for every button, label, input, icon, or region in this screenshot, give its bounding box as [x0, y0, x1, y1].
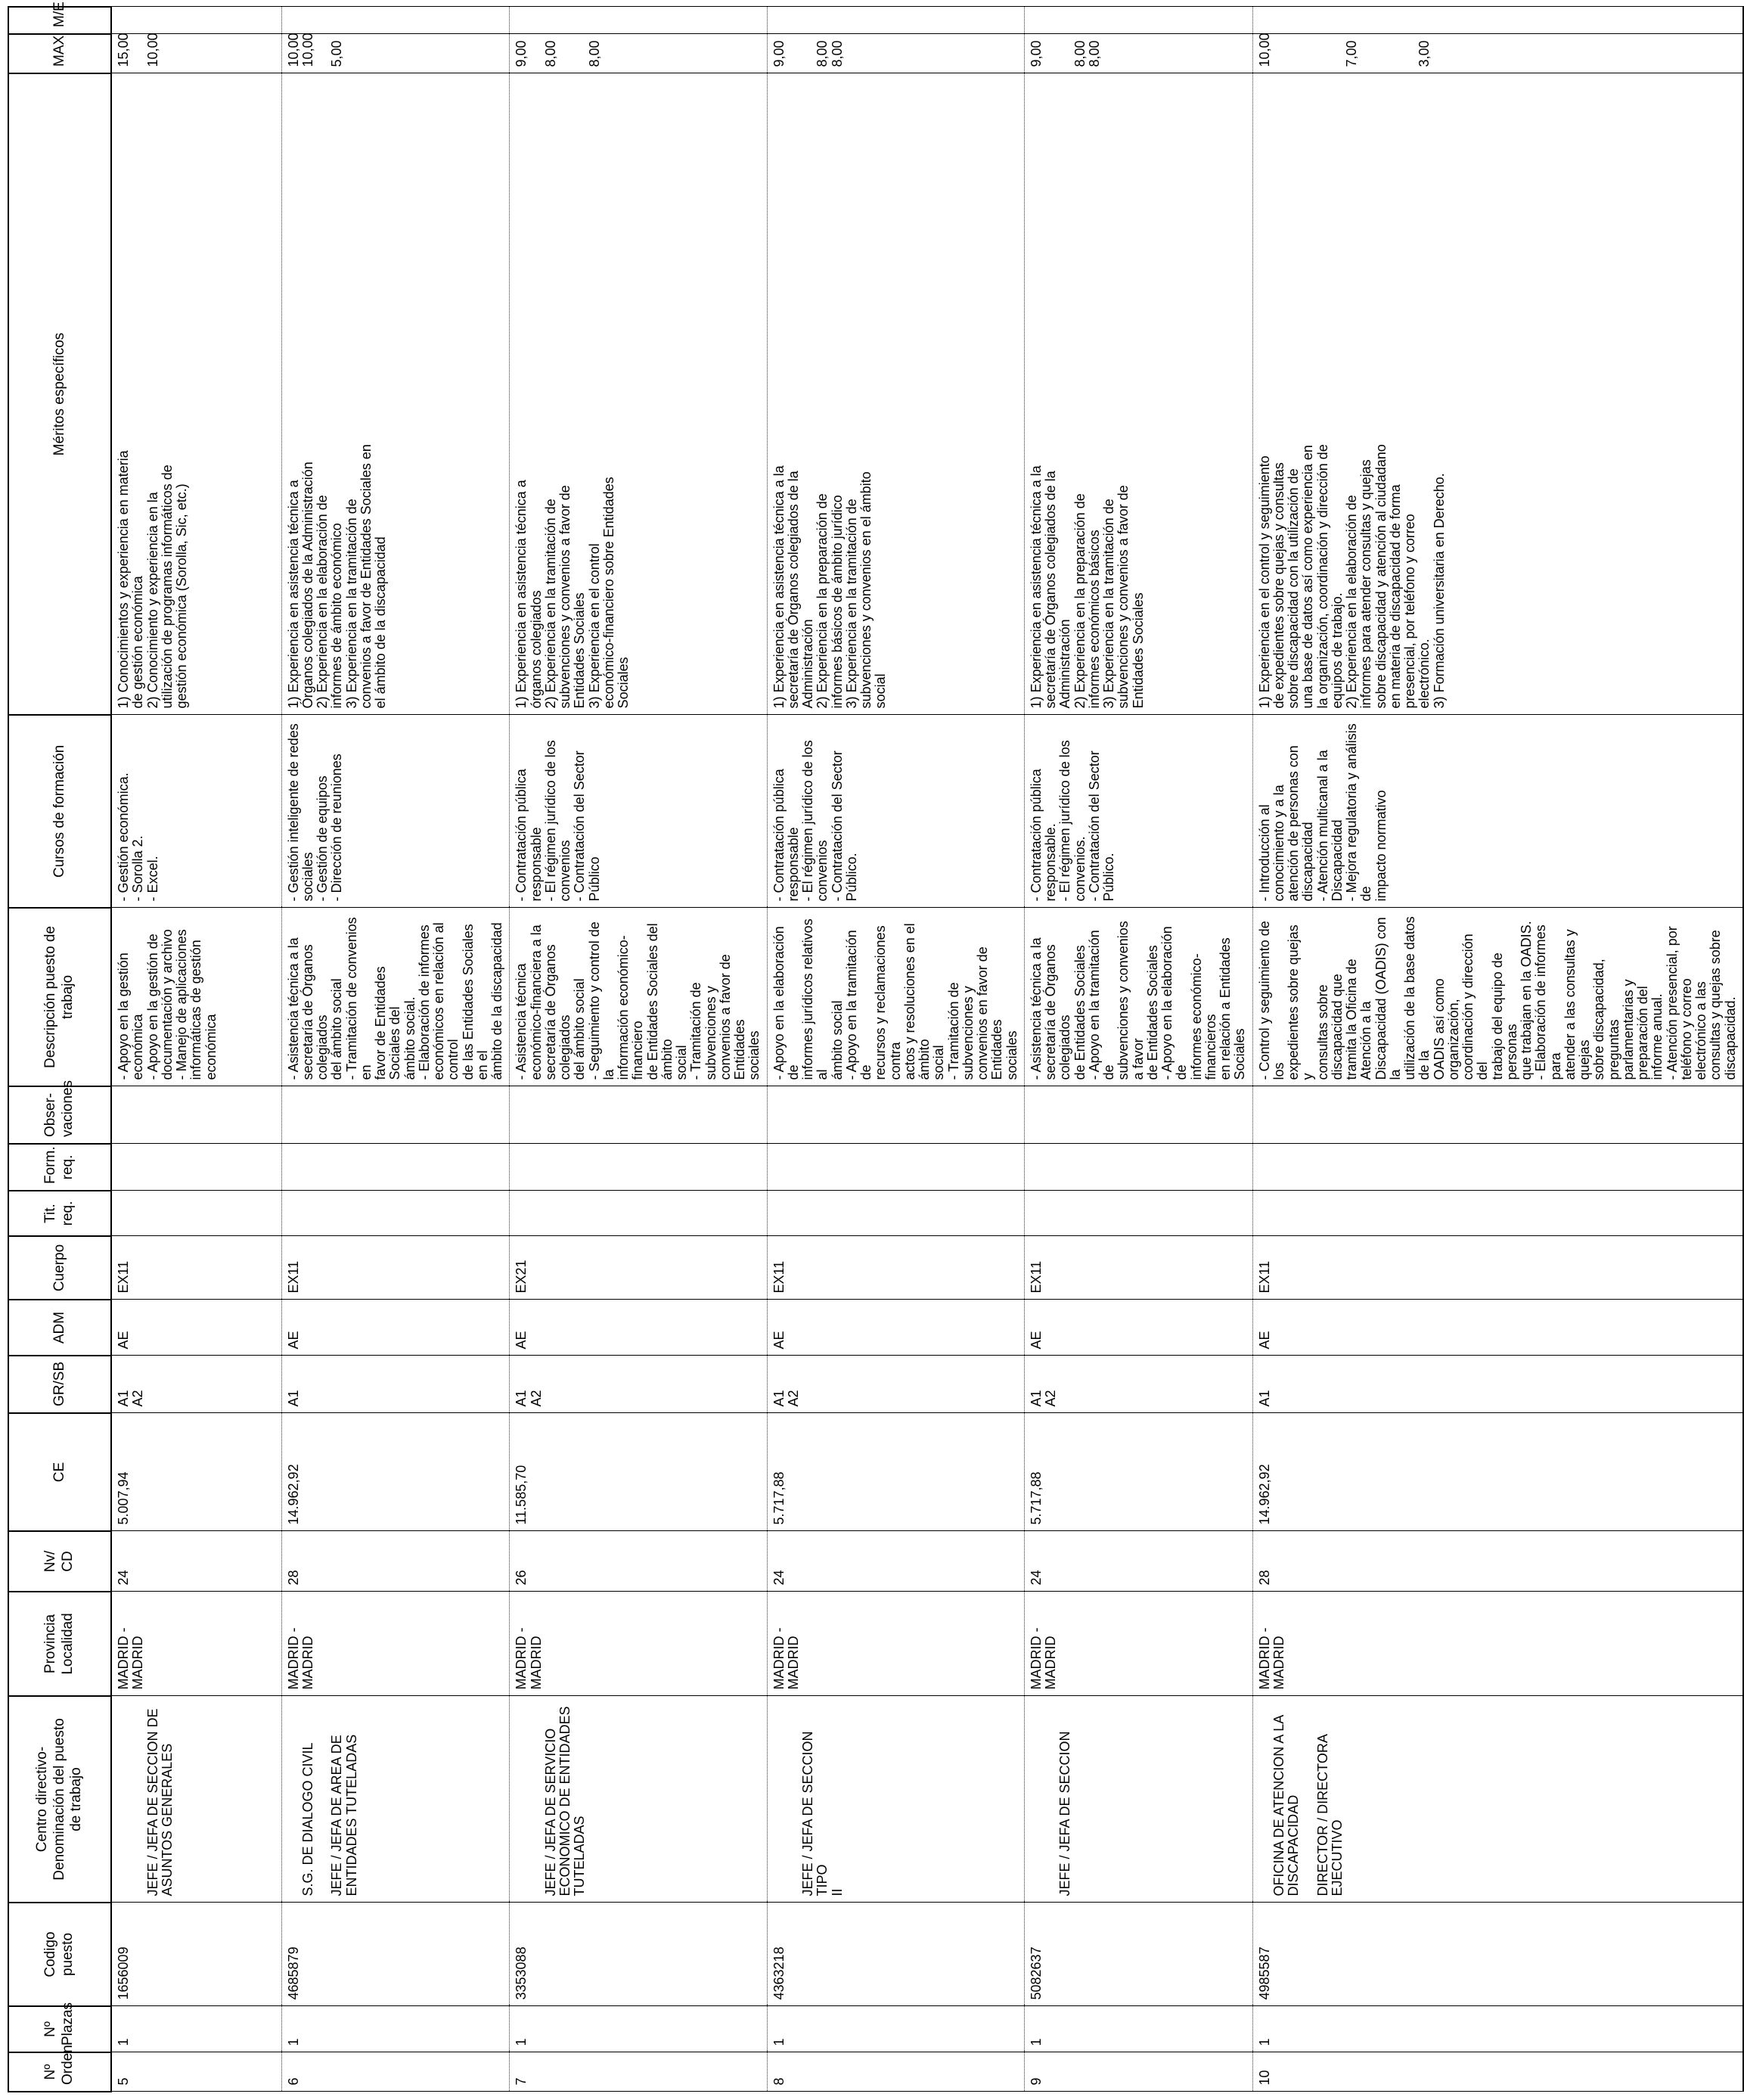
cell-grupo: A1 A2	[510, 1356, 767, 1413]
cell-meritos: 1) Experiencia en asistencia técnica a la secretaría de Órganos colegiados de la Administración 2) Experiencia en la preparación de informes básicos de ámbito jurídico 3) Experiencia en la tramitación de subvenciones y convenios en el ámbito social	[767, 73, 1024, 715]
cell-titulacion	[111, 1191, 281, 1236]
cell-grupo: A1 A2	[767, 1356, 1024, 1413]
positions-table	[8, 2, 1744, 2092]
cell-titulacion	[767, 1191, 1024, 1236]
cell-max: 10,00 10,00 5,00	[281, 34, 510, 73]
cell-cuerpo: EX11	[281, 1236, 510, 1300]
cell-orden: 8	[767, 2052, 1024, 2092]
cell-puesto: JEFE / JEFA DE SERVICIO ECONOMICO DE ENTIDADES TUTELADAS	[542, 1706, 588, 1897]
header-row	[8, 7, 111, 2092]
cell-me	[111, 7, 281, 34]
cell-titulacion	[510, 1191, 767, 1236]
cell-nivel: 26	[510, 1531, 767, 1592]
cell-adm: AE	[767, 1300, 1024, 1356]
cell-formacion	[111, 1144, 281, 1191]
cell-observaciones	[1252, 1086, 1743, 1144]
cell-descripcion: - Control y seguimiento de los expedientes sobre quejas y consultas sobre discapacidad que tramita la Oficina de Atención a la Discapacidad (OADIS) con la utilización de la base datos de la OADIS así como organización, coordinación y dirección del trabajo del equipo de personas que trabajan en la OADIS. - Elaboración de informes para atender a las consultas y quejas sobre discapacidad, preguntas parlamentarias y preparación del informe anual. - Atención presencial, por teléfono y correo electrónico a las consultas y quejas sobre discapacidad.	[1252, 908, 1743, 1086]
header-grupo: GR/SB	[8, 1356, 111, 1413]
cell-me	[1024, 7, 1252, 34]
header-titulacion: Tit. req.	[8, 1191, 111, 1236]
table-row	[1252, 7, 1743, 2092]
cell-meritos: 1) Experiencia en asistencia técnica a órganos colegiados 2) Experiencia en la tramitación de subvenciones y convenios a favor de Entidades Sociales 3) Experiencia en el control económico-financiero sobre Entidades Sociales	[510, 73, 767, 715]
table-row	[767, 7, 1024, 2092]
cell-cursos: - Contratación pública responsable - El régimen jurídico de los convenios - Contratación del Sector Público.	[767, 715, 1024, 908]
cell-ce: 14.962,92	[1252, 1413, 1743, 1531]
cell-descripcion: - Apoyo en la elaboración de informes jurídicos relativos al ámbito social - Apoyo en la tramitación de recursos y reclamaciones contra actos y resoluciones en el ámbito social - Tramitación de subvenciones y convenios en favor de Entidades sociales	[767, 908, 1024, 1086]
cell-meritos: 1) Experiencia en asistencia técnica a Órganos colegiados de la Administración 2) Experiencia en la elaboración de informes de ámbito económico 3) Experiencia en la tramitación de convenios a favor de Entidades Sociales en el ámbito de la discapacidad	[281, 73, 510, 715]
cell-grupo: A1	[1252, 1356, 1743, 1413]
cell-codigo: 4363218	[767, 1903, 1024, 2006]
cell-cuerpo: EX21	[510, 1236, 767, 1300]
cell-plazas: 1	[510, 2006, 767, 2052]
cell-adm: AE	[111, 1300, 281, 1356]
cell-provincia: MADRID - MADRID	[1252, 1592, 1743, 1696]
cell-orden: 9	[1024, 2052, 1252, 2092]
cell-centro	[1024, 1696, 1252, 1903]
header-codigo: Codigo puesto	[8, 1903, 111, 2006]
cell-centro	[281, 1696, 510, 1903]
cell-cuerpo: EX11	[1252, 1236, 1743, 1300]
cell-cuerpo: EX11	[767, 1236, 1024, 1300]
cell-me	[510, 7, 767, 34]
cell-centro	[1252, 1696, 1743, 1903]
cell-plazas: 1	[1252, 2006, 1743, 2052]
cell-ce: 5.717,88	[1024, 1413, 1252, 1531]
header-provincia: Provincia Localidad	[8, 1592, 111, 1696]
cell-cuerpo: EX11	[1024, 1236, 1252, 1300]
cell-provincia: MADRID - MADRID	[111, 1592, 281, 1696]
cell-nivel: 24	[111, 1531, 281, 1592]
cell-cursos: - Gestión económica. - Sorolla 2. - Excel.	[111, 715, 281, 908]
cell-plazas: 1	[767, 2006, 1024, 2052]
cell-titulacion	[1024, 1191, 1252, 1236]
cell-adm: AE	[510, 1300, 767, 1356]
cell-cursos: - Introducción al conocimiento y a la atención de personas con discapacidad - Atención multicanal a la Discapacidad - Mejora regulatoria y análisis de impacto normativo	[1252, 715, 1743, 908]
cell-cursos: - Contratación pública responsable - El régimen jurídico de los convenios - Contratación del Sector Público	[510, 715, 767, 908]
cell-provincia: MADRID - MADRID	[281, 1592, 510, 1696]
cell-cuerpo: EX11	[111, 1236, 281, 1300]
header-orden: Nº Orden	[8, 2052, 111, 2092]
cell-adm: AE	[1024, 1300, 1252, 1356]
cell-puesto: JEFE / JEFA DE AREA DE ENTIDADES TUTELADAS	[329, 1734, 359, 1897]
cell-nivel: 24	[767, 1531, 1024, 1592]
cell-plazas: 1	[281, 2006, 510, 2052]
header-max: MAX	[8, 34, 111, 73]
cell-grupo: A1 A2	[1024, 1356, 1252, 1413]
cell-descripcion: - Asistencia técnica a la secretaría de Órganos colegiados de Entidades Sociales - Apoyo en la tramitación de subvenciones y convenios a favor de Entidades Sociales - Apoyo en la elaboración de informes económico-financieros en relación a Entidades Sociales	[1024, 908, 1252, 1086]
cell-me	[767, 7, 1024, 34]
cell-me	[281, 7, 510, 34]
table-row	[111, 7, 281, 2092]
cell-orden: 5	[111, 2052, 281, 2092]
cell-formacion	[767, 1144, 1024, 1191]
cell-meritos: 1) Experiencia en asistencia técnica a la secretaría de Órganos colegiados de la Administración 2) Experiencia en la preparación de informes económicos básicos 3) Experiencia en la tramitación de subvenciones y convenios a favor de Entidades Sociales	[1024, 73, 1252, 715]
cell-ce: 5.007,94	[111, 1413, 281, 1531]
cell-plazas: 1	[1024, 2006, 1252, 2052]
cell-formacion	[510, 1144, 767, 1191]
cell-formacion	[1252, 1144, 1743, 1191]
cell-titulacion	[281, 1191, 510, 1236]
table-row	[281, 7, 510, 2092]
header-plazas: Nº Plazas	[8, 2006, 111, 2052]
cell-centro-directivo: OFICINA DE ATENCION A LA DISCAPACIDAD	[1271, 1714, 1301, 1897]
header-cursos: Cursos de formación	[8, 715, 111, 908]
cell-adm: AE	[1252, 1300, 1743, 1356]
cell-nivel: 24	[1024, 1531, 1252, 1592]
cell-observaciones	[281, 1086, 510, 1144]
cell-nivel: 28	[1252, 1531, 1743, 1592]
cell-meritos: 1) Conocimientos y experiencia en materia de gestión económica 2) Conocimiento y experiencia en la utilización de programas informáticos de gestión económica (Sorolla, Sic, etc.)	[111, 73, 281, 715]
cell-puesto: JEFE / JEFA DE SECCION DE ASUNTOS GENERALES	[144, 1708, 175, 1897]
cell-codigo: 3353088	[510, 1903, 767, 2006]
cell-codigo: 5082637	[1024, 1903, 1252, 2006]
cell-centro-directivo: S.G. DE DIALOGO CIVIL	[299, 1742, 315, 1897]
cell-nivel: 28	[281, 1531, 510, 1592]
cell-ce: 5.717,88	[767, 1413, 1024, 1531]
cell-orden: 7	[510, 2052, 767, 2092]
header-descripcion: Descripción puesto de trabajo	[8, 908, 111, 1086]
cell-descripcion: - Apoyo en la gestión económica - Apoyo en la gestión de documentación y archivo - Manejo de aplicaciones informáticas de gestión económica	[111, 908, 281, 1086]
cell-centro	[111, 1696, 281, 1903]
cell-formacion	[281, 1144, 510, 1191]
cell-me	[1252, 7, 1743, 34]
cell-ce: 14.962,92	[281, 1413, 510, 1531]
header-nivel: Nv/ CD	[8, 1531, 111, 1592]
cell-max: 9,00 8,00 8,00	[510, 34, 767, 73]
cell-max: 9,00 8,00 8,00	[1024, 34, 1252, 73]
cell-observaciones	[510, 1086, 767, 1144]
cell-cursos: - Gestión inteligente de redes sociales - Gestión de equipos - Dirección de reuniones	[281, 715, 510, 908]
cell-orden: 10	[1252, 2052, 1743, 2092]
cell-formacion	[1024, 1144, 1252, 1191]
cell-orden: 6	[281, 2052, 510, 2092]
cell-meritos: 1) Experiencia en el control y seguimiento de expedientes sobre quejas y consultas sobre discapacidad con la utilización de una base de datos así como experiencia en la organización, coordinación y dirección de equipos de trabajo. 2) Experiencia en la elaboración de informes para atender consultas y quejas sobre discapacidad y atención al ciudadano en materia de discapacidad de forma presencial, por teléfono y correo electrónico. 3) Formación universitaria en Derecho.	[1252, 73, 1743, 715]
cell-max: 10,00 7,00 3,00	[1252, 34, 1743, 73]
table-row	[1024, 7, 1252, 2092]
cell-max: 15,00 10,00	[111, 34, 281, 73]
cell-descripcion: - Asistencia técnica a la secretaría de Órganos colegiados del ámbito social - Tramitación de convenios en favor de Entidades Sociales del ámbito social. - Elaboración de informes económicos en relación al control de las Entidades Sociales en el ámbito de la discapacidad	[281, 908, 510, 1086]
header-me: M/E	[8, 7, 111, 34]
header-ce: CE	[8, 1413, 111, 1531]
cell-codigo: 4985587	[1252, 1903, 1743, 2006]
header-adm: ADM	[8, 1300, 111, 1356]
cell-observaciones	[767, 1086, 1024, 1144]
cell-puesto: DIRECTOR / DIRECTORA EJECUTIVO	[1314, 1734, 1345, 1897]
header-observaciones: Obser- vaciones	[8, 1086, 111, 1144]
header-cuerpo: Cuerpo	[8, 1236, 111, 1300]
cell-descripcion: - Asistencia técnica económico-financiera a la secretaría de Órganos colegiados del ámbito social - Seguimiento y control de la información económico-financiero de Entidades Sociales del ámbito social - Tramitación de subvenciones y convenios a favor de Entidades sociales	[510, 908, 767, 1086]
header-meritos: Méritos específicos	[8, 73, 111, 715]
header-centro: Centro directivo- Denominación del puesto de trabajo	[8, 1696, 111, 1903]
cell-provincia: MADRID - MADRID	[1024, 1592, 1252, 1696]
cell-grupo: A1 A2	[111, 1356, 281, 1413]
cell-plazas: 1	[111, 2006, 281, 2052]
cell-puesto: JEFE / JEFA DE SECCION	[1057, 1731, 1073, 1897]
cell-codigo: 1656009	[111, 1903, 281, 2006]
cell-centro	[767, 1696, 1024, 1903]
cell-titulacion	[1252, 1191, 1743, 1236]
cell-ce: 11.585,70	[510, 1413, 767, 1531]
cell-grupo: A1	[281, 1356, 510, 1413]
cell-max: 9,00 8,00 8,00	[767, 34, 1024, 73]
cell-centro	[510, 1696, 767, 1903]
cell-puesto: JEFE / JEFA DE SECCION TIPO II	[800, 1731, 845, 1897]
header-formacion: Form. req.	[8, 1144, 111, 1191]
cell-adm: AE	[281, 1300, 510, 1356]
cell-provincia: MADRID - MADRID	[767, 1592, 1024, 1696]
table-row	[510, 7, 767, 2092]
cell-cursos: - Contratación pública responsable. - El régimen jurídico de los convenios. - Contratación del Sector Público.	[1024, 715, 1252, 908]
cell-codigo: 4685879	[281, 1903, 510, 2006]
cell-observaciones	[111, 1086, 281, 1144]
cell-provincia: MADRID - MADRID	[510, 1592, 767, 1696]
cell-observaciones	[1024, 1086, 1252, 1144]
